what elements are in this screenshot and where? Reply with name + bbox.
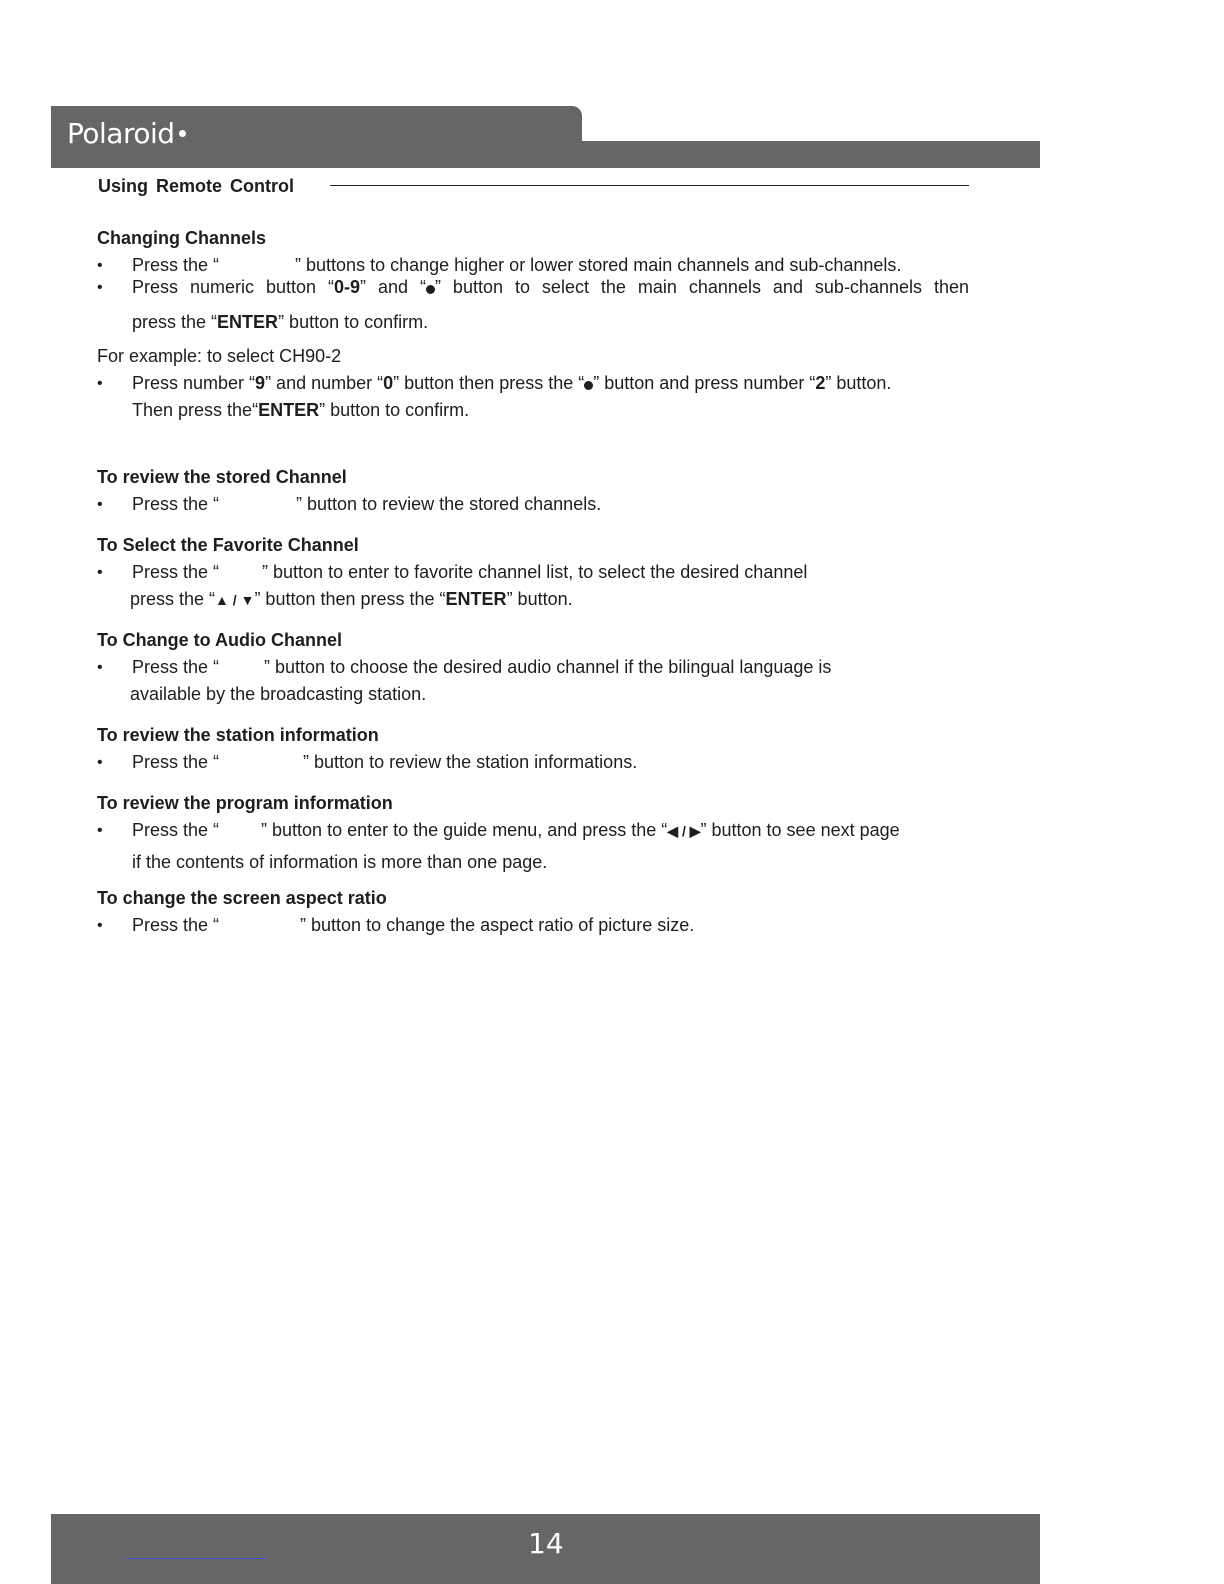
bullet-icon: • — [97, 257, 103, 274]
section-rule — [330, 185, 969, 186]
up-down-arrow-icon: ▲ / ▼ — [215, 592, 255, 608]
bullet-icon: • — [97, 754, 103, 771]
station-bullet: Press the “ ” button to review the station informations. — [132, 752, 638, 772]
heading-review-stored: To review the stored Channel — [97, 467, 347, 487]
bullet-icon: • — [97, 822, 103, 839]
brand-dot-icon — [179, 130, 186, 137]
example-text: For example: to select CH90-2 — [97, 346, 342, 366]
brand-logo: Polaroid — [67, 117, 186, 150]
left-right-arrow-icon: ◀ / ▶ — [667, 823, 701, 839]
footer-link-underline[interactable] — [126, 1558, 266, 1559]
audio-bullet: Press the “ ” button to choose the desired audio channel if the bilingual language is — [132, 657, 832, 677]
heading-program: To review the program information — [97, 793, 393, 813]
heading-audio: To Change to Audio Channel — [97, 630, 342, 650]
favorite-bullet-line2: press the “▲ / ▼” button then press the “ENTER” button. — [130, 589, 573, 609]
section-title: Using Remote Control — [98, 176, 295, 196]
changing-bullet-2-line2: press the “ENTER” button to confirm. — [132, 312, 429, 332]
bullet-icon: • — [97, 917, 103, 934]
program-bullet-line2: if the contents of information is more than one page. — [132, 852, 548, 872]
changing-bullet-3-line2: Then press the“ENTER” button to confirm. — [132, 400, 470, 420]
heading-station: To review the station information — [97, 725, 379, 745]
changing-bullet-1: Press the “ ” buttons to change higher or lower stored main channels and sub-channels. — [132, 255, 902, 275]
page-number: 14 — [528, 1527, 564, 1560]
changing-bullet-2: Press numeric button “0-9” and “ ” button to select the main channels and sub-channels then — [132, 277, 969, 297]
bullet-icon: • — [97, 496, 103, 513]
dot-button-icon — [426, 285, 435, 294]
heading-aspect: To change the screen aspect ratio — [97, 888, 387, 908]
review-stored-bullet: Press the “ ” button to review the stored channels. — [132, 494, 602, 514]
heading-changing-channels: Changing Channels — [97, 228, 267, 248]
changing-bullet-3: Press number “9” and number “0” button then press the “ ” button and press number “2” button. — [132, 373, 892, 393]
audio-bullet-line2: available by the broadcasting station. — [130, 684, 427, 704]
dot-button-icon — [584, 381, 593, 390]
favorite-bullet: Press the “ ” button to enter to favorite channel list, to select the desired channel — [132, 562, 808, 582]
program-bullet: Press the “ ” button to enter to the guide menu, and press the “◀ / ▶” button to see next page — [132, 820, 900, 840]
bullet-icon: • — [97, 375, 103, 392]
header-bar — [51, 141, 1040, 168]
bullet-icon: • — [97, 564, 103, 581]
heading-favorite: To Select the Favorite Channel — [97, 535, 359, 555]
aspect-bullet: Press the “ ” button to change the aspect ratio of picture size. — [132, 915, 695, 935]
bullet-icon: • — [97, 279, 103, 296]
bullet-icon: • — [97, 659, 103, 676]
